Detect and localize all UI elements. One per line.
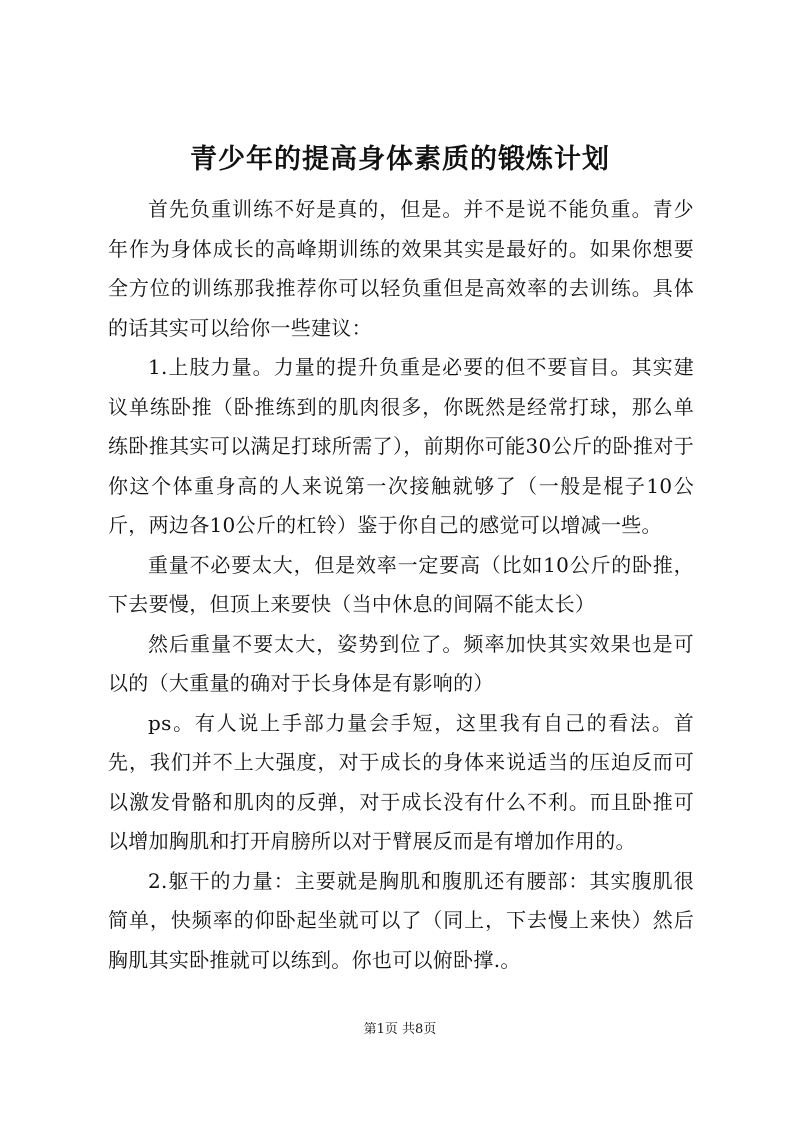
paragraph-posture-frequency: 然后重量不要太大，姿势到位了。频率加快其实效果也是可以的（大重量的确对于长身体是有影响的） xyxy=(108,631,694,695)
paragraph-upper-body-strength: 1.上肢力量。力量的提升负重是必要的但不要盲目。其实建议单练卧推（卧推练到的肌肉很多，你既然是经常打球，那么单练卧推其实可以满足打球所需了），前期你可能30公斤的卧推对于你这个体重身高的人来说第一次接触就够了（一般是棍子10公斤，两边各10公斤的杠铃）鉴于你自己的感觉可以增减一些。 xyxy=(108,355,694,537)
document-body xyxy=(108,190,694,980)
document-title: 青少年的提高身体素质的锻炼计划 xyxy=(190,144,610,175)
paragraph-ps-note: ps。有人说上手部力量会手短，这里我有自己的看法。首先，我们并不上大强度，对于成长的身体来说适当的压迫反而可以激发骨骼和肌肉的反弹，对于成长没有什么不利。而且卧推可以增加胸肌和打开肩膀所以对于臂展反而是有增加作用的。 xyxy=(108,710,694,853)
paragraph-core-strength: 2.躯干的力量：主要就是胸肌和腹肌还有腰部：其实腹肌很简单，快频率的仰卧起坐就可以了（同上，下去慢上来快）然后胸肌其实卧推就可以练到。你也可以俯卧撑.。 xyxy=(108,868,694,972)
paragraph-intro: 首先负重训练不好是真的，但是。并不是说不能负重。青少年作为身体成长的高峰期训练的效果其实是最好的。如果你想要全方位的训练那我推荐你可以轻负重但是高效率的去训练。具体的话其实可以给你一些建议： xyxy=(108,197,694,340)
page-footer: 第1页 共8页 xyxy=(363,1022,437,1037)
paragraph-weight-efficiency: 重量不必要太大，但是效率一定要高（比如10公斤的卧推，下去要慢，但顶上来要快（当中休息的间隔不能太长） xyxy=(108,552,694,616)
